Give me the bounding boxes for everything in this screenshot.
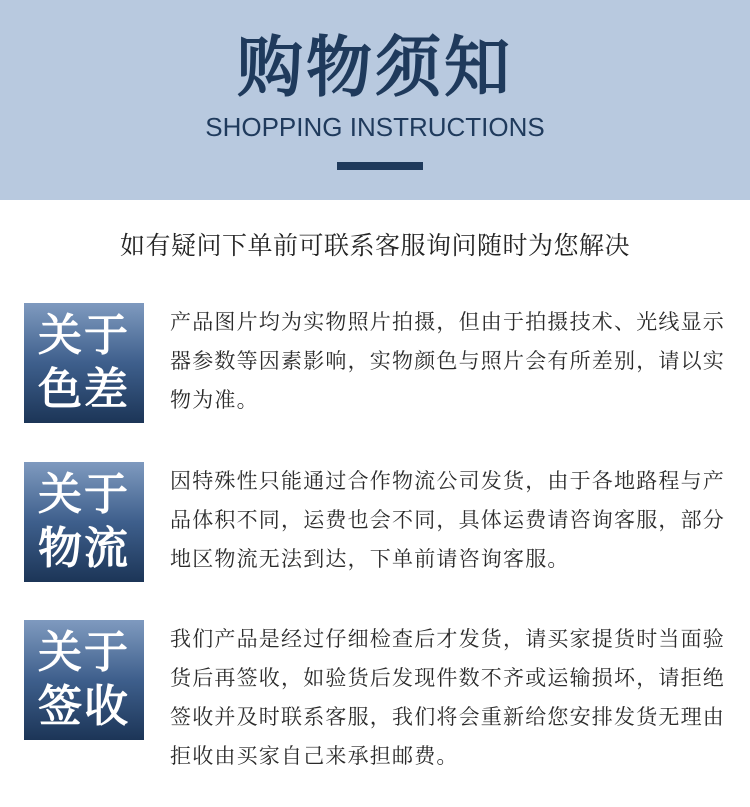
page-title: 购物须知	[237, 29, 513, 106]
header-banner	[0, 0, 750, 200]
badge-line-2: 色差	[38, 364, 130, 415]
title-underline-divider	[337, 162, 423, 170]
section-text: 我们产品是经过仔细检查后才发货，请买家提货时当面验货后再签收，如验货后发现件数不齐或运输损坏，请拒绝签收并及时联系客服，我们将会重新给您安排发货无理由拒收由买家自己来承担邮费。	[170, 627, 725, 768]
contact-notice: 如有疑问下单前可联系客服询问随时为您解决	[119, 231, 630, 260]
badge-line-2: 签收	[38, 681, 130, 732]
badge-line-1: 关于	[38, 627, 130, 678]
section-badge	[24, 620, 144, 740]
badge-line-2: 物流	[38, 523, 130, 574]
page-title-english: SHOPPING INSTRUCTIONS	[205, 112, 545, 142]
section-text: 因特殊性只能通过合作物流公司发货，由于各地路程与产品体积不同，运费也会不同，具体运费请咨询客服，部分地区物流无法到达，下单前请咨询客服。	[170, 469, 725, 571]
section-text: 产品图片均为实物照片拍摄，但由于拍摄技术、光线显示器参数等因素影响，实物颜色与照片会有所差别，请以实物为准。	[170, 310, 725, 412]
badge-line-1: 关于	[38, 310, 130, 361]
badge-line-1: 关于	[38, 469, 130, 520]
section-badge	[24, 303, 144, 423]
section-badge	[24, 462, 144, 582]
